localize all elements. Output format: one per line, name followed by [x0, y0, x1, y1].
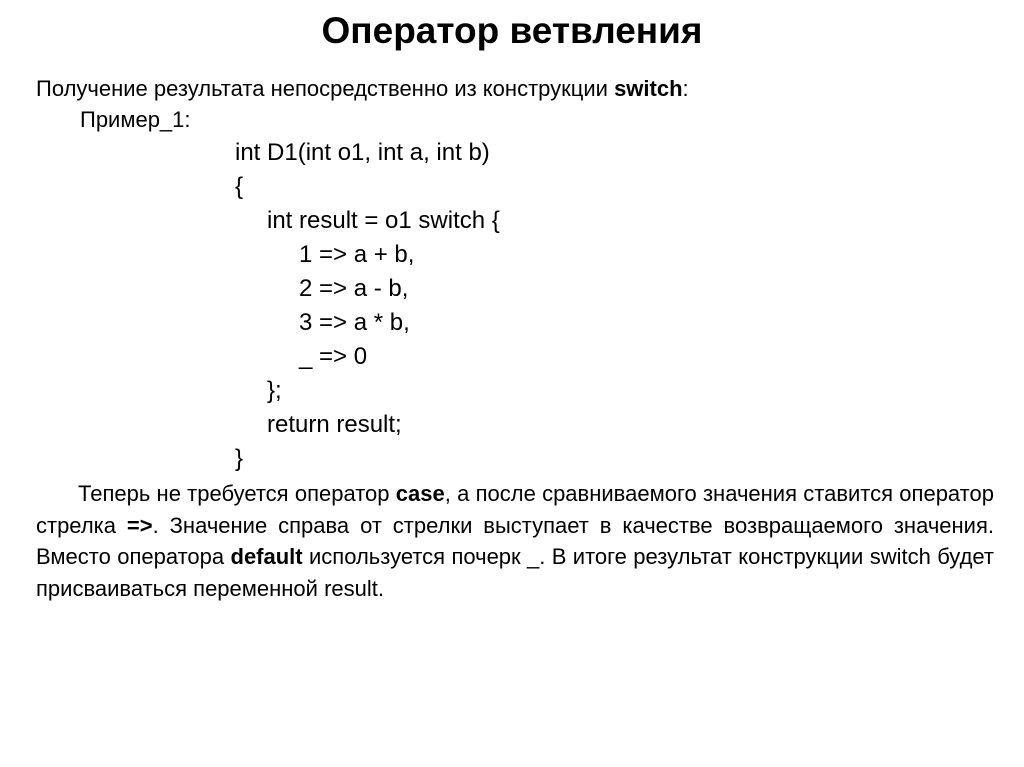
code-line-7: _ => 0 [299, 343, 368, 370]
para-keyword-case: case [395, 481, 445, 506]
code-line-1: int D1(int o1, int a, int b) [235, 139, 490, 166]
code-line-5: 2 => a - b, [299, 275, 409, 302]
para-keyword-arrow: => [126, 512, 153, 538]
code-line-8: }; [267, 377, 282, 404]
para-text-4: используется почерк _. В итоге результат конструкции switch будет присваиваться переменной result. [36, 544, 994, 601]
intro-keyword-switch: switch [614, 76, 683, 101]
code-line-4: 1 => a + b, [299, 241, 415, 268]
intro-text-main: Получение результата непосредственно из конструкции [36, 76, 615, 101]
para-keyword-default: default [230, 544, 303, 569]
para-text-3: . Значение справа от стрелки выступает в качестве возвращаемого значения. Вместо оператора [36, 512, 994, 569]
code-line-3: int result = o1 switch { [267, 207, 500, 234]
example-label: Пример_1: [80, 107, 191, 132]
code-line-6: 3 => a * b, [299, 309, 410, 336]
slide-title: Оператор ветвления [321, 10, 703, 51]
explanation-paragraph [36, 478, 994, 604]
intro-text [36, 75, 689, 103]
intro-suffix: : [682, 76, 689, 101]
code-line-9: return result; [267, 411, 402, 438]
para-text-2: , а после сравниваемого значения ставится оператор стрелка [36, 481, 994, 538]
code-line-2: { [235, 173, 244, 200]
para-text-1: Теперь не требуется оператор [78, 481, 396, 506]
code-line-10: } [235, 445, 244, 472]
